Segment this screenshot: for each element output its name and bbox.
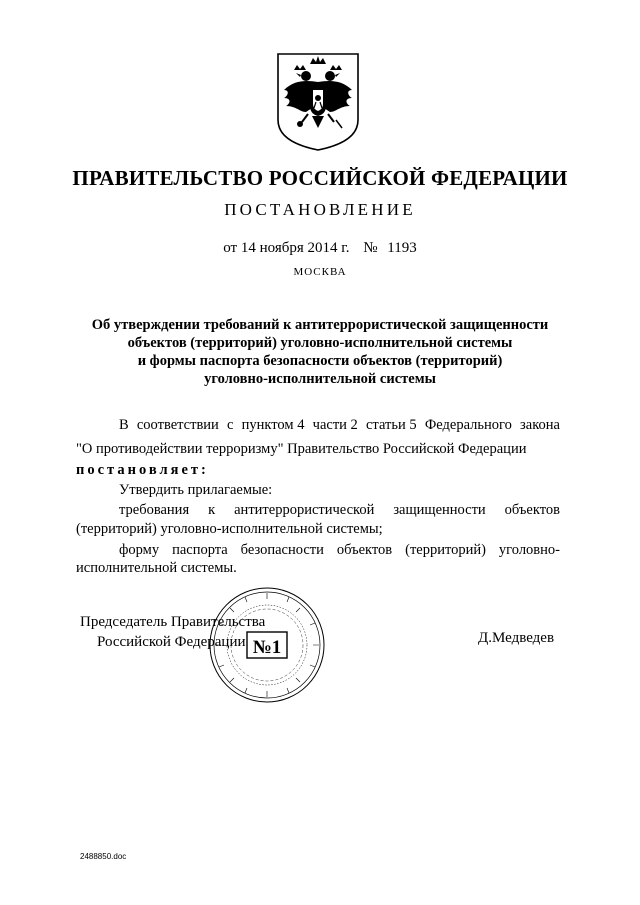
word: требования: [119, 502, 190, 518]
word: В: [119, 417, 129, 433]
paragraph-line: (территорий) уголовно-исполнительной системы;: [76, 521, 383, 537]
resolves-word: постановляет:: [76, 462, 209, 478]
paragraph-line: "О противодействии терроризму" Правительство Российской Федерации: [76, 441, 527, 457]
decree-number: 1193: [387, 240, 417, 256]
paragraph-line: [119, 417, 560, 434]
title-line: Об утверждении требований к антитеррористической защищенности: [91, 317, 549, 333]
word: (территорий): [405, 542, 486, 558]
title-line: уголовно-исполнительной системы: [204, 371, 436, 387]
word: защищенности: [393, 502, 486, 518]
word: Федерального: [424, 417, 512, 433]
word: к: [208, 502, 216, 518]
seal-number: №1: [252, 637, 282, 658]
word: форму: [119, 542, 160, 558]
word: объектов: [504, 502, 560, 518]
word: с: [227, 417, 234, 433]
government-name: ПРАВИТЕЛЬСТВО РОССИЙСКОЙ ФЕДЕРАЦИИ: [72, 166, 568, 190]
word: объектов: [336, 542, 393, 558]
paragraph-line: исполнительной системы.: [76, 560, 237, 576]
decree-date: от 14 ноября 2014 г.: [223, 240, 350, 256]
decree-date-number: [0, 240, 640, 257]
position-line: Председатель Правительства: [80, 614, 266, 630]
word: паспорта: [172, 542, 228, 558]
file-reference: 2488850.doc: [80, 852, 127, 861]
paragraph-line: [119, 502, 560, 519]
city-name: МОСКВА: [293, 266, 347, 278]
word: антитеррористической: [234, 502, 375, 518]
word: статьи 5: [366, 417, 417, 433]
word: соответствии: [136, 417, 219, 433]
word: безопасности: [240, 542, 324, 558]
word: части 2: [312, 417, 358, 433]
title-line: и формы паспорта безопасности объектов (территорий): [137, 353, 503, 369]
word: уголовно-: [498, 542, 560, 558]
word: пунктом 4: [241, 417, 305, 433]
title-line: объектов (территорий) уголовно-исполнительной системы: [127, 335, 513, 351]
official-seal-stamp: [207, 585, 327, 705]
position-line: Российской Федерации: [97, 634, 246, 650]
coat-of-arms-emblem: [272, 50, 364, 152]
number-sign: №: [363, 240, 378, 256]
signatory-name: Д.Медведев: [478, 630, 555, 646]
document-title: [60, 316, 580, 388]
paragraph-line: Утвердить прилагаемые:: [119, 482, 273, 498]
paragraph-line: [119, 542, 560, 559]
document-type: ПОСТАНОВЛЕНИЕ: [224, 200, 416, 219]
word: закона: [520, 417, 560, 433]
